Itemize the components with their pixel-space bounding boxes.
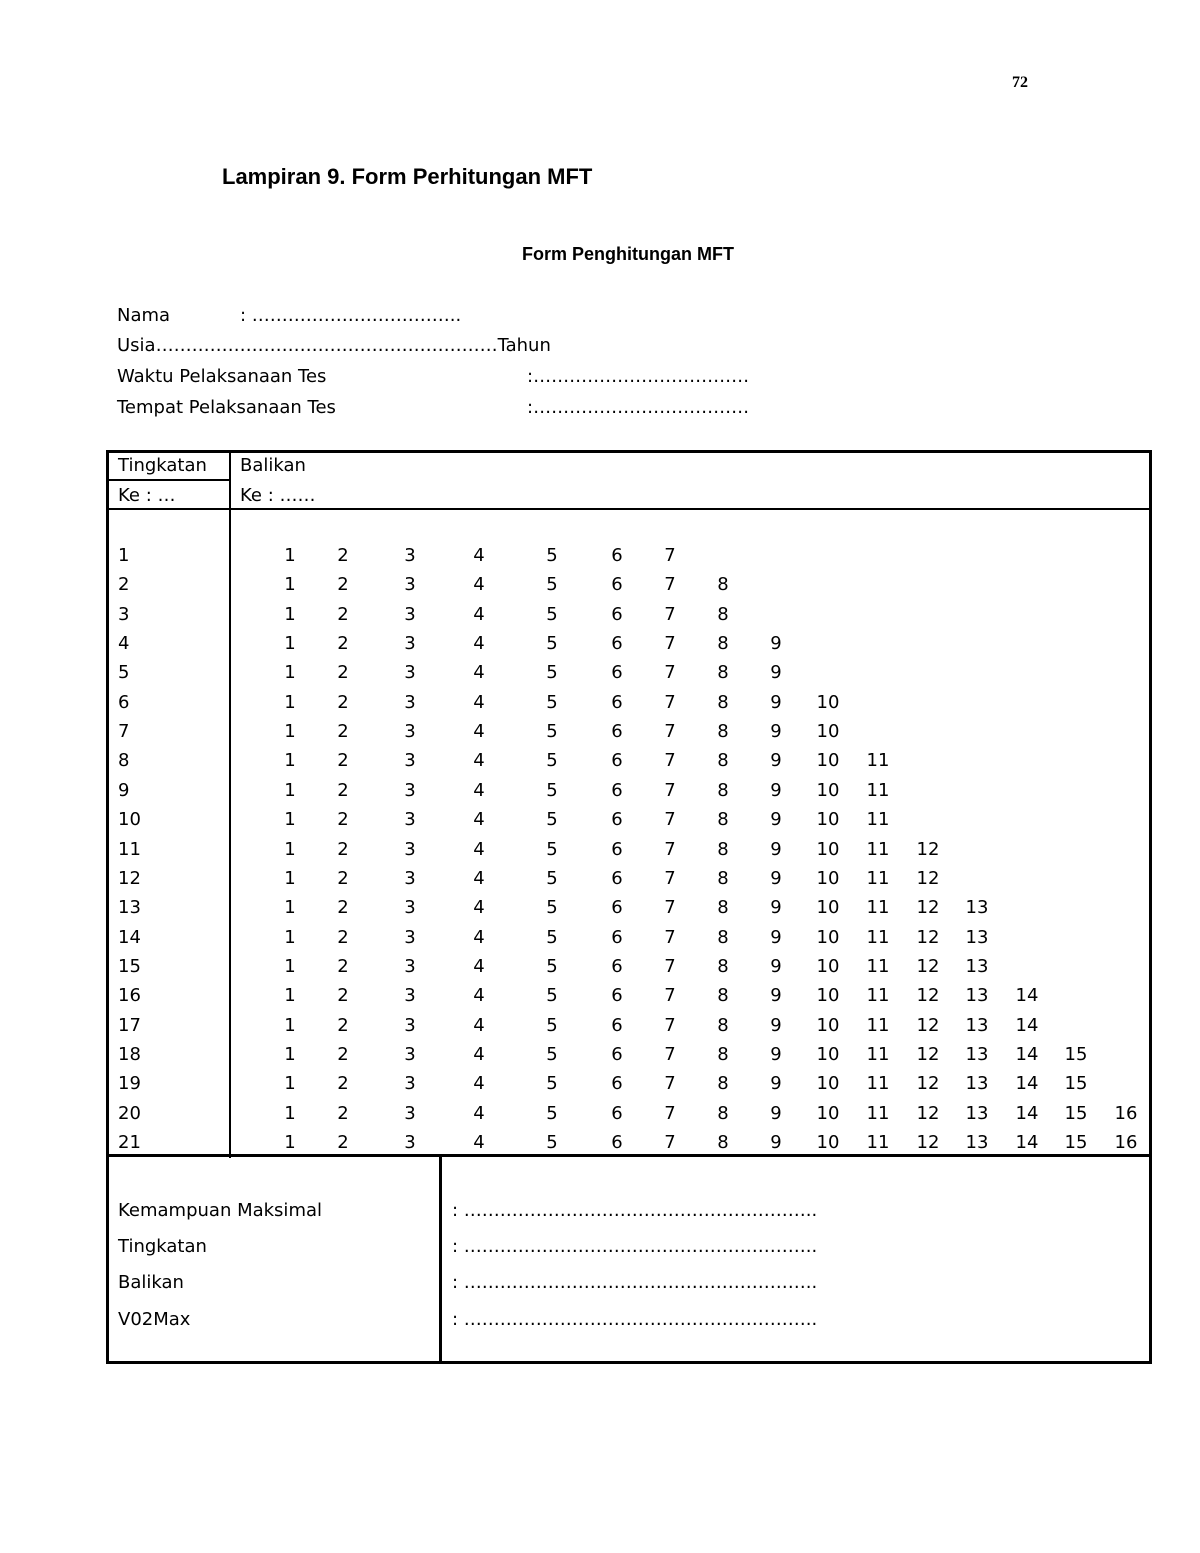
shuttle-number: 3 xyxy=(404,1043,416,1065)
shuttle-number: 7 xyxy=(664,633,676,655)
level-number: 20 xyxy=(118,1102,141,1124)
shuttle-number: 7 xyxy=(664,926,676,948)
shuttle-number: 8 xyxy=(717,926,729,948)
level-number: 4 xyxy=(118,633,130,655)
shuttle-number: 5 xyxy=(546,985,558,1007)
shuttle-number: 3 xyxy=(404,603,416,625)
shuttle-number: 8 xyxy=(717,574,729,596)
waktu-label: Waktu Pelaksanaan Tes xyxy=(117,366,327,387)
shuttle-number: 4 xyxy=(473,779,485,801)
shuttle-number: 8 xyxy=(717,721,729,743)
shuttle-number: 12 xyxy=(916,1043,940,1065)
shuttle-number: 1 xyxy=(284,985,296,1007)
shuttle-number: 7 xyxy=(664,1073,676,1095)
summary-field-kemampuan: : ………………………………………………….. xyxy=(452,1200,818,1221)
shuttle-number: 3 xyxy=(404,721,416,743)
shuttle-number: 4 xyxy=(473,545,485,566)
shuttle-number: 4 xyxy=(473,603,485,625)
shuttle-number: 1 xyxy=(284,545,296,566)
shuttle-number: 7 xyxy=(664,662,676,684)
shuttle-number: 4 xyxy=(473,633,485,655)
shuttle-number: 10 xyxy=(816,897,840,919)
level-number: 5 xyxy=(118,662,130,684)
shuttle-number: 10 xyxy=(816,1132,840,1153)
shuttle-number: 15 xyxy=(1064,1043,1088,1065)
shuttle-number: 5 xyxy=(546,1132,558,1153)
shuttle-number: 8 xyxy=(717,897,729,919)
shuttle-number: 7 xyxy=(664,603,676,625)
level-ke-field: Ke : … xyxy=(118,485,176,506)
shuttle-number: 6 xyxy=(611,662,623,684)
shuttle-number: 4 xyxy=(473,1043,485,1065)
shuttle-number: 16 xyxy=(1114,1132,1138,1153)
summary-field-balikan: : ………………………………………………….. xyxy=(452,1272,818,1293)
shuttle-number: 1 xyxy=(284,1043,296,1065)
summary-rule xyxy=(106,1154,1152,1157)
shuttle-ke-field: Ke : …… xyxy=(240,485,316,506)
summary-field-vo2max: : ………………………………………………….. xyxy=(452,1309,818,1330)
summary-field-tingkatan: : ………………………………………………….. xyxy=(452,1236,818,1257)
shuttle-number: 5 xyxy=(546,603,558,625)
shuttle-number: 15 xyxy=(1064,1073,1088,1095)
nama-label: Nama xyxy=(117,305,171,326)
shuttle-number: 3 xyxy=(404,1132,416,1153)
shuttle-number: 6 xyxy=(611,545,623,566)
shuttle-number: 7 xyxy=(664,867,676,889)
shuttle-number: 1 xyxy=(284,897,296,919)
shuttle-number: 7 xyxy=(664,897,676,919)
shuttle-number: 7 xyxy=(664,750,676,772)
shuttle-number: 12 xyxy=(916,867,940,889)
shuttle-number: 3 xyxy=(404,838,416,860)
shuttle-number: 3 xyxy=(404,545,416,566)
nama-field: : …………………………….. xyxy=(240,305,462,326)
shuttle-number: 1 xyxy=(284,574,296,596)
shuttle-number: 11 xyxy=(866,809,890,831)
shuttle-number: 9 xyxy=(770,1043,782,1065)
shuttle-number: 8 xyxy=(717,691,729,713)
shuttle-number: 10 xyxy=(816,1102,840,1124)
shuttle-number: 2 xyxy=(337,867,349,889)
shuttle-number: 2 xyxy=(337,926,349,948)
level-number: 8 xyxy=(118,750,130,772)
shuttle-number: 10 xyxy=(816,750,840,772)
shuttle-number: 8 xyxy=(717,985,729,1007)
shuttle-number: 3 xyxy=(404,633,416,655)
shuttle-number: 10 xyxy=(816,955,840,977)
shuttle-number: 10 xyxy=(816,809,840,831)
level-number: 15 xyxy=(118,955,141,977)
shuttle-number: 10 xyxy=(816,985,840,1007)
shuttle-number: 3 xyxy=(404,779,416,801)
level-number: 1 xyxy=(118,545,130,566)
shuttle-number: 2 xyxy=(337,721,349,743)
shuttle-number: 2 xyxy=(337,1014,349,1036)
shuttle-number: 8 xyxy=(717,603,729,625)
shuttle-number: 2 xyxy=(337,1043,349,1065)
shuttle-number: 9 xyxy=(770,809,782,831)
shuttle-number: 5 xyxy=(546,1102,558,1124)
level-number: 9 xyxy=(118,779,130,801)
shuttle-number: 5 xyxy=(546,867,558,889)
shuttle-number: 10 xyxy=(816,691,840,713)
shuttle-number: 12 xyxy=(916,955,940,977)
shuttle-number: 8 xyxy=(717,1102,729,1124)
shuttle-number: 10 xyxy=(816,1043,840,1065)
shuttle-number: 8 xyxy=(717,809,729,831)
shuttle-number: 4 xyxy=(473,750,485,772)
shuttle-number: 3 xyxy=(404,897,416,919)
shuttle-number: 3 xyxy=(404,1073,416,1095)
shuttle-number: 2 xyxy=(337,955,349,977)
shuttle-number: 6 xyxy=(611,633,623,655)
header-balikan: Balikan xyxy=(240,455,306,476)
shuttle-number: 11 xyxy=(866,955,890,977)
shuttle-number: 4 xyxy=(473,809,485,831)
shuttle-number: 4 xyxy=(473,574,485,596)
shuttle-number: 13 xyxy=(965,1132,989,1153)
shuttle-number: 4 xyxy=(473,985,485,1007)
shuttle-number: 10 xyxy=(816,779,840,801)
page-number: 72 xyxy=(1012,74,1028,91)
shuttle-number: 13 xyxy=(965,1073,989,1095)
shuttle-number: 1 xyxy=(284,603,296,625)
shuttle-number: 11 xyxy=(866,897,890,919)
shuttle-number: 15 xyxy=(1064,1102,1088,1124)
shuttle-number: 6 xyxy=(611,750,623,772)
shuttle-number: 9 xyxy=(770,721,782,743)
header-tingkatan: Tingkatan xyxy=(118,455,207,476)
shuttle-number: 6 xyxy=(611,603,623,625)
shuttle-number: 2 xyxy=(337,662,349,684)
level-number: 12 xyxy=(118,867,141,889)
shuttle-number: 6 xyxy=(611,897,623,919)
shuttle-number: 7 xyxy=(664,691,676,713)
shuttle-number: 14 xyxy=(1015,1073,1039,1095)
shuttle-number: 2 xyxy=(337,838,349,860)
shuttle-number: 2 xyxy=(337,779,349,801)
shuttle-number: 11 xyxy=(866,1043,890,1065)
shuttle-number: 4 xyxy=(473,1073,485,1095)
column-divider xyxy=(229,450,231,1158)
tempat-label: Tempat Pelaksanaan Tes xyxy=(117,397,336,418)
level-number: 21 xyxy=(118,1132,141,1153)
level-number: 7 xyxy=(118,721,130,743)
shuttle-number: 2 xyxy=(337,545,349,566)
shuttle-number: 12 xyxy=(916,838,940,860)
shuttle-number: 1 xyxy=(284,633,296,655)
shuttle-number: 1 xyxy=(284,867,296,889)
shuttle-number: 5 xyxy=(546,545,558,566)
shuttle-number: 5 xyxy=(546,1043,558,1065)
shuttle-number: 8 xyxy=(717,779,729,801)
shuttle-number: 6 xyxy=(611,838,623,860)
shuttle-number: 4 xyxy=(473,867,485,889)
shuttle-number: 12 xyxy=(916,897,940,919)
shuttle-number: 6 xyxy=(611,691,623,713)
shuttle-number: 10 xyxy=(816,1014,840,1036)
level-number: 19 xyxy=(118,1073,141,1095)
shuttle-number: 1 xyxy=(284,750,296,772)
shuttle-number: 1 xyxy=(284,1102,296,1124)
shuttle-number: 5 xyxy=(546,779,558,801)
shuttle-number: 9 xyxy=(770,750,782,772)
shuttle-number: 9 xyxy=(770,897,782,919)
shuttle-number: 11 xyxy=(866,1132,890,1153)
shuttle-number: 6 xyxy=(611,779,623,801)
level-number: 2 xyxy=(118,574,130,596)
shuttle-number: 3 xyxy=(404,1014,416,1036)
level-number: 13 xyxy=(118,897,141,919)
shuttle-number: 10 xyxy=(816,867,840,889)
shuttle-number: 12 xyxy=(916,1102,940,1124)
shuttle-number: 7 xyxy=(664,1102,676,1124)
shuttle-number: 4 xyxy=(473,662,485,684)
shuttle-number: 5 xyxy=(546,662,558,684)
shuttle-number: 5 xyxy=(546,897,558,919)
shuttle-number: 5 xyxy=(546,721,558,743)
shuttle-number: 4 xyxy=(473,897,485,919)
shuttle-number: 8 xyxy=(717,1014,729,1036)
shuttle-number: 14 xyxy=(1015,1014,1039,1036)
shuttle-number: 11 xyxy=(866,750,890,772)
shuttle-number: 1 xyxy=(284,662,296,684)
shuttle-number: 5 xyxy=(546,750,558,772)
shuttle-number: 11 xyxy=(866,867,890,889)
shuttle-number: 1 xyxy=(284,809,296,831)
summary-divider xyxy=(439,1154,442,1364)
shuttle-number: 9 xyxy=(770,1132,782,1153)
shuttle-number: 5 xyxy=(546,1073,558,1095)
shuttle-number: 9 xyxy=(770,838,782,860)
level-number: 6 xyxy=(118,691,130,713)
shuttle-number: 4 xyxy=(473,838,485,860)
shuttle-number: 4 xyxy=(473,1132,485,1153)
level-number: 17 xyxy=(118,1014,141,1036)
waktu-field: :……………………………… xyxy=(527,366,750,387)
shuttle-number: 9 xyxy=(770,867,782,889)
shuttle-number: 3 xyxy=(404,985,416,1007)
level-number: 14 xyxy=(118,926,141,948)
shuttle-number: 13 xyxy=(965,897,989,919)
shuttle-number: 11 xyxy=(866,1073,890,1095)
shuttle-number: 4 xyxy=(473,691,485,713)
shuttle-number: 3 xyxy=(404,809,416,831)
shuttle-number: 7 xyxy=(664,838,676,860)
shuttle-number: 12 xyxy=(916,1073,940,1095)
shuttle-number: 2 xyxy=(337,897,349,919)
shuttle-number: 13 xyxy=(965,985,989,1007)
shuttle-number: 12 xyxy=(916,1132,940,1153)
shuttle-number: 9 xyxy=(770,955,782,977)
shuttle-number: 1 xyxy=(284,691,296,713)
shuttle-number: 13 xyxy=(965,1014,989,1036)
shuttle-number: 3 xyxy=(404,867,416,889)
shuttle-number: 6 xyxy=(611,867,623,889)
shuttle-number: 3 xyxy=(404,750,416,772)
shuttle-number: 16 xyxy=(1114,1102,1138,1124)
header-rule xyxy=(106,508,1152,510)
shuttle-number: 2 xyxy=(337,603,349,625)
summary-label-vo2max: V02Max xyxy=(118,1309,191,1330)
level-number: 11 xyxy=(118,838,141,860)
shuttle-number: 8 xyxy=(717,1043,729,1065)
shuttle-number: 5 xyxy=(546,926,558,948)
shuttle-number: 12 xyxy=(916,985,940,1007)
shuttle-number: 2 xyxy=(337,750,349,772)
shuttle-number: 8 xyxy=(717,633,729,655)
summary-label-kemampuan: Kemampuan Maksimal xyxy=(118,1200,323,1221)
shuttle-number: 6 xyxy=(611,1014,623,1036)
form-title: Form Penghitungan MFT xyxy=(522,244,734,264)
shuttle-number: 7 xyxy=(664,574,676,596)
shuttle-number: 6 xyxy=(611,985,623,1007)
level-header-rule xyxy=(106,479,230,481)
shuttle-number: 1 xyxy=(284,955,296,977)
level-number: 16 xyxy=(118,985,141,1007)
shuttle-number: 6 xyxy=(611,721,623,743)
shuttle-number: 9 xyxy=(770,662,782,684)
level-number: 3 xyxy=(118,603,130,625)
shuttle-number: 9 xyxy=(770,926,782,948)
shuttle-number: 1 xyxy=(284,926,296,948)
shuttle-number: 3 xyxy=(404,955,416,977)
shuttle-number: 1 xyxy=(284,779,296,801)
shuttle-number: 3 xyxy=(404,662,416,684)
shuttle-number: 4 xyxy=(473,721,485,743)
shuttle-number: 8 xyxy=(717,750,729,772)
shuttle-number: 11 xyxy=(866,926,890,948)
shuttle-number: 1 xyxy=(284,1073,296,1095)
shuttle-number: 1 xyxy=(284,1132,296,1153)
shuttle-number: 13 xyxy=(965,1102,989,1124)
shuttle-number: 9 xyxy=(770,1014,782,1036)
shuttle-number: 13 xyxy=(965,955,989,977)
shuttle-number: 2 xyxy=(337,1102,349,1124)
shuttle-number: 3 xyxy=(404,1102,416,1124)
shuttle-number: 11 xyxy=(866,1014,890,1036)
shuttle-number: 10 xyxy=(816,838,840,860)
shuttle-number: 11 xyxy=(866,838,890,860)
shuttle-number: 14 xyxy=(1015,1102,1039,1124)
level-number: 10 xyxy=(118,809,141,831)
shuttle-number: 5 xyxy=(546,955,558,977)
shuttle-number: 13 xyxy=(965,1043,989,1065)
shuttle-number: 7 xyxy=(664,545,676,566)
shuttle-number: 5 xyxy=(546,633,558,655)
shuttle-number: 4 xyxy=(473,1014,485,1036)
level-number: 18 xyxy=(118,1043,141,1065)
shuttle-number: 4 xyxy=(473,1102,485,1124)
shuttle-number: 13 xyxy=(965,926,989,948)
shuttle-number: 8 xyxy=(717,1132,729,1153)
shuttle-number: 15 xyxy=(1064,1132,1088,1153)
shuttle-number: 2 xyxy=(337,809,349,831)
shuttle-number: 7 xyxy=(664,779,676,801)
shuttle-number: 9 xyxy=(770,633,782,655)
shuttle-number: 5 xyxy=(546,574,558,596)
summary-label-tingkatan: Tingkatan xyxy=(118,1236,207,1257)
shuttle-number: 8 xyxy=(717,867,729,889)
shuttle-number: 7 xyxy=(664,1014,676,1036)
shuttle-number: 5 xyxy=(546,838,558,860)
shuttle-number: 10 xyxy=(816,721,840,743)
shuttle-number: 2 xyxy=(337,574,349,596)
shuttle-number: 7 xyxy=(664,985,676,1007)
shuttle-number: 9 xyxy=(770,1102,782,1124)
shuttle-number: 14 xyxy=(1015,1132,1039,1153)
shuttle-number: 11 xyxy=(866,985,890,1007)
shuttle-number: 6 xyxy=(611,1073,623,1095)
summary-label-balikan: Balikan xyxy=(118,1272,184,1293)
document-title: Lampiran 9. Form Perhitungan MFT xyxy=(222,164,593,189)
shuttle-number: 10 xyxy=(816,1073,840,1095)
shuttle-number: 8 xyxy=(717,1073,729,1095)
shuttle-number: 1 xyxy=(284,1014,296,1036)
shuttle-number: 2 xyxy=(337,985,349,1007)
shuttle-number: 7 xyxy=(664,721,676,743)
shuttle-number: 9 xyxy=(770,779,782,801)
shuttle-number: 4 xyxy=(473,955,485,977)
shuttle-number: 7 xyxy=(664,1043,676,1065)
shuttle-number: 5 xyxy=(546,691,558,713)
shuttle-number: 2 xyxy=(337,1073,349,1095)
shuttle-number: 4 xyxy=(473,926,485,948)
shuttle-number: 12 xyxy=(916,1014,940,1036)
shuttle-number: 10 xyxy=(816,926,840,948)
shuttle-number: 9 xyxy=(770,1073,782,1095)
shuttle-number: 8 xyxy=(717,662,729,684)
shuttle-number: 9 xyxy=(770,985,782,1007)
shuttle-number: 7 xyxy=(664,1132,676,1153)
shuttle-number: 6 xyxy=(611,809,623,831)
shuttle-number: 1 xyxy=(284,838,296,860)
shuttle-number: 3 xyxy=(404,691,416,713)
shuttle-number: 3 xyxy=(404,574,416,596)
shuttle-number: 7 xyxy=(664,955,676,977)
shuttle-number: 2 xyxy=(337,633,349,655)
shuttle-number: 14 xyxy=(1015,1043,1039,1065)
shuttle-number: 11 xyxy=(866,1102,890,1124)
shuttle-number: 6 xyxy=(611,574,623,596)
usia-field: Usia…………………………………………………Tahun xyxy=(117,335,551,356)
shuttle-number: 6 xyxy=(611,955,623,977)
shuttle-number: 6 xyxy=(611,1132,623,1153)
shuttle-number: 5 xyxy=(546,809,558,831)
shuttle-number: 6 xyxy=(611,926,623,948)
shuttle-number: 8 xyxy=(717,955,729,977)
shuttle-number: 12 xyxy=(916,926,940,948)
shuttle-number: 5 xyxy=(546,1014,558,1036)
shuttle-number: 9 xyxy=(770,691,782,713)
shuttle-number: 2 xyxy=(337,691,349,713)
shuttle-number: 6 xyxy=(611,1102,623,1124)
tempat-field: :……………………………… xyxy=(527,397,750,418)
shuttle-number: 6 xyxy=(611,1043,623,1065)
shuttle-number: 14 xyxy=(1015,985,1039,1007)
shuttle-number: 1 xyxy=(284,721,296,743)
shuttle-number: 8 xyxy=(717,838,729,860)
shuttle-number: 3 xyxy=(404,926,416,948)
shuttle-number: 11 xyxy=(866,779,890,801)
shuttle-number: 7 xyxy=(664,809,676,831)
shuttle-number: 2 xyxy=(337,1132,349,1153)
